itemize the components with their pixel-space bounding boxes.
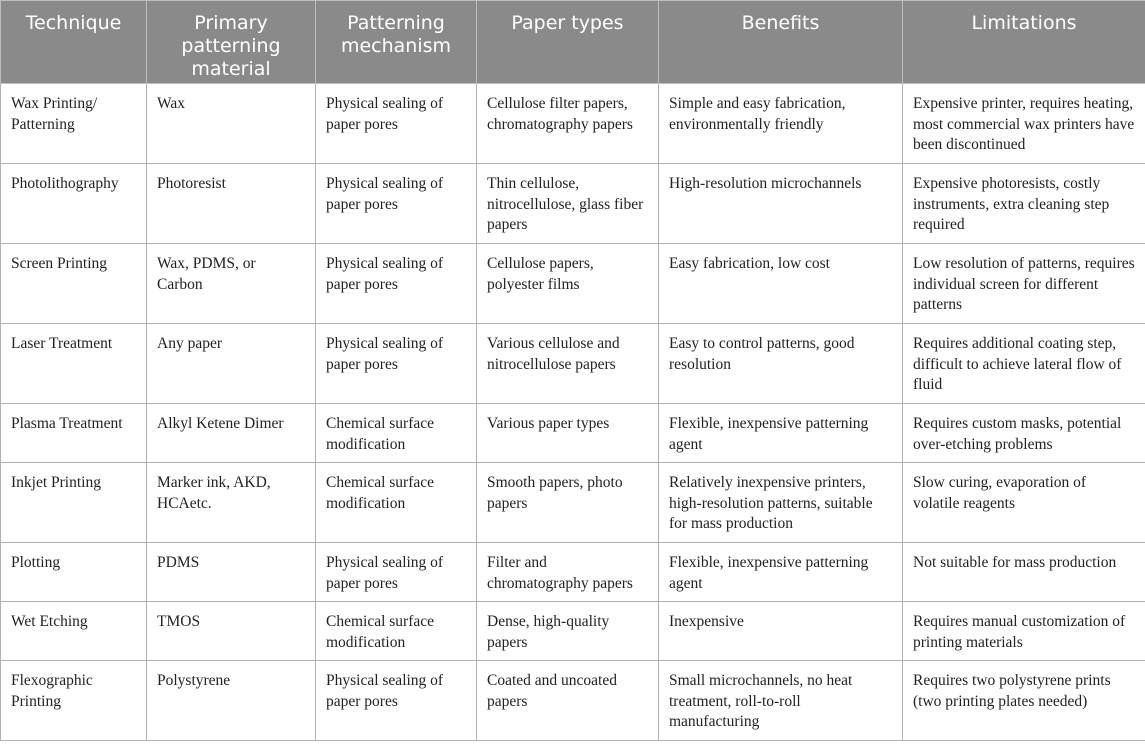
cell-material: Alkyl Ketene Dimer: [147, 404, 316, 463]
header-limitations: Limitations: [903, 1, 1145, 84]
cell-paper-types: Cellulose filter papers, chromatography papers: [477, 84, 659, 164]
table-row: [1, 324, 1145, 404]
cell-mechanism: Physical sealing of paper pores: [316, 661, 477, 741]
cell-technique: Laser Treatment: [1, 324, 147, 404]
cell-paper-types: Filter and chromatography papers: [477, 543, 659, 602]
cell-material: Any paper: [147, 324, 316, 404]
table-row: [1, 661, 1145, 741]
table-header: [1, 1, 1145, 84]
cell-limitations: Requires manual customization of printing materials: [903, 602, 1145, 661]
cell-paper-types: Coated and uncoated papers: [477, 661, 659, 741]
cell-material: Marker ink, AKD, HCAetc.: [147, 463, 316, 543]
cell-limitations: Expensive photoresists, costly instruments, extra cleaning step required: [903, 164, 1145, 244]
cell-limitations: Requires two polystyrene prints (two printing plates needed): [903, 661, 1145, 741]
cell-technique: Screen Printing: [1, 244, 147, 324]
cell-technique: Plasma Treatment: [1, 404, 147, 463]
cell-technique: Wax Printing/ Patterning: [1, 84, 147, 164]
cell-material: PDMS: [147, 543, 316, 602]
cell-paper-types: Dense, high-quality papers: [477, 602, 659, 661]
cell-mechanism: Chemical surface modification: [316, 404, 477, 463]
table-row: [1, 244, 1145, 324]
header-row: [1, 1, 1145, 84]
cell-material: Photoresist: [147, 164, 316, 244]
header-technique: Technique: [1, 1, 147, 84]
cell-paper-types: Thin cellulose, nitrocellulose, glass fiber papers: [477, 164, 659, 244]
cell-benefits: Flexible, inexpensive patterning agent: [659, 404, 903, 463]
cell-material: Wax, PDMS, or Carbon: [147, 244, 316, 324]
table-row: [1, 543, 1145, 602]
cell-mechanism: Physical sealing of paper pores: [316, 324, 477, 404]
cell-mechanism: Chemical surface modification: [316, 463, 477, 543]
cell-benefits: Easy to control patterns, good resolution: [659, 324, 903, 404]
cell-technique: Plotting: [1, 543, 147, 602]
cell-material: Polystyrene: [147, 661, 316, 741]
table-row: [1, 463, 1145, 543]
cell-benefits: Easy fabrication, low cost: [659, 244, 903, 324]
cell-mechanism: Physical sealing of paper pores: [316, 244, 477, 324]
header-benefits: Benefits: [659, 1, 903, 84]
cell-mechanism: Physical sealing of paper pores: [316, 84, 477, 164]
cell-mechanism: Physical sealing of paper pores: [316, 164, 477, 244]
cell-limitations: Slow curing, evaporation of volatile reagents: [903, 463, 1145, 543]
cell-benefits: High-resolution microchannels: [659, 164, 903, 244]
cell-technique: Photolithography: [1, 164, 147, 244]
table-body: [1, 84, 1145, 741]
header-primary-material: Primary patterning material: [147, 1, 316, 84]
cell-limitations: Expensive printer, requires heating, most commercial wax printers have been discontinued: [903, 84, 1145, 164]
cell-paper-types: Cellulose papers, polyester films: [477, 244, 659, 324]
cell-paper-types: Smooth papers, photo papers: [477, 463, 659, 543]
cell-technique: Flexographic Printing: [1, 661, 147, 741]
table-row: [1, 84, 1145, 164]
cell-benefits: Inexpensive: [659, 602, 903, 661]
cell-benefits: Flexible, inexpensive patterning agent: [659, 543, 903, 602]
table-row: [1, 164, 1145, 244]
cell-paper-types: Various paper types: [477, 404, 659, 463]
cell-benefits: Small microchannels, no heat treatment, roll-to-roll manufacturing: [659, 661, 903, 741]
cell-paper-types: Various cellulose and nitrocellulose papers: [477, 324, 659, 404]
cell-material: TMOS: [147, 602, 316, 661]
cell-mechanism: Physical sealing of paper pores: [316, 543, 477, 602]
table-row: [1, 404, 1145, 463]
cell-technique: Inkjet Printing: [1, 463, 147, 543]
cell-mechanism: Chemical surface modification: [316, 602, 477, 661]
cell-limitations: Requires additional coating step, difficult to achieve lateral flow of fluid: [903, 324, 1145, 404]
header-mechanism: Patterning mechanism: [316, 1, 477, 84]
cell-limitations: Requires custom masks, potential over-etching problems: [903, 404, 1145, 463]
cell-benefits: Simple and easy fabrication, environmentally friendly: [659, 84, 903, 164]
cell-limitations: Not suitable for mass production: [903, 543, 1145, 602]
cell-technique: Wet Etching: [1, 602, 147, 661]
header-paper-types: Paper types: [477, 1, 659, 84]
cell-material: Wax: [147, 84, 316, 164]
cell-benefits: Relatively inexpensive printers, high-resolution patterns, suitable for mass production: [659, 463, 903, 543]
table-row: [1, 602, 1145, 661]
cell-limitations: Low resolution of patterns, requires individual screen for different patterns: [903, 244, 1145, 324]
